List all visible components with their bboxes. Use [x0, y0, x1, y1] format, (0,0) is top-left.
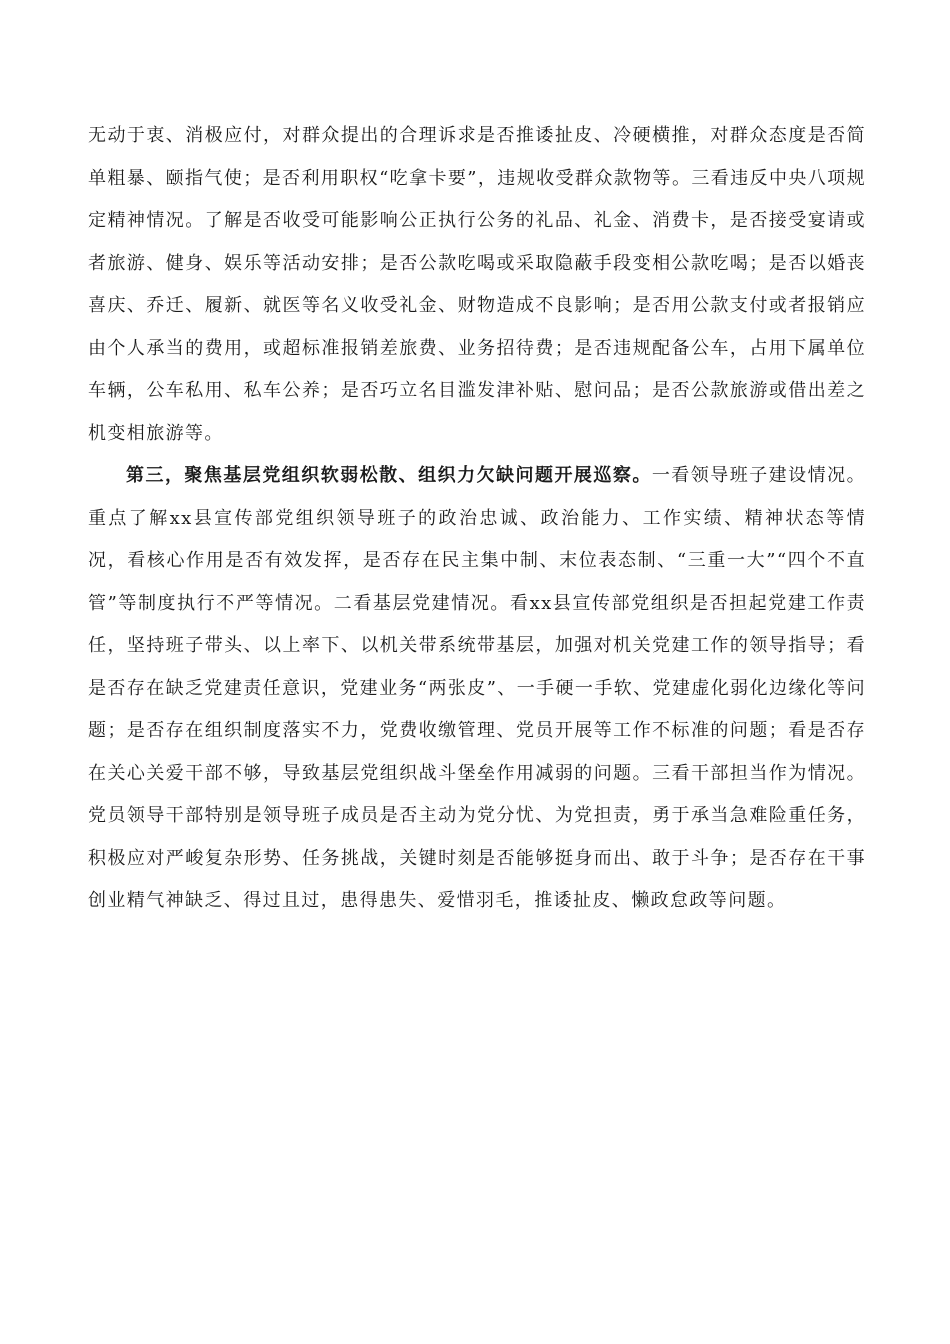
- paragraph-continuation: 无动于衷、消极应付，对群众提出的合理诉求是否推诿扯皮、冷硬横推，对群众态度是否简单粗暴、颐指气使；是否利用职权“吃拿卡要”，违规收受群众款物等。三看违反中央八项规定精神情况。了解是否收受可能影响公正执行公务的礼品、礼金、消费卡，是否接受宴请或者旅游、健身、娱乐等活动安排；是否公款吃喝或采取隐蔽手段变相公款吃喝；是否以婚丧喜庆、乔迁、履新、就医等名义收受礼金、财物造成不良影响；是否用公款支付或者报销应由个人承当的费用，或超标准报销差旅费、业务招待费；是否违规配备公车，占用下属单位车辆，公车私用、私车公养；是否巧立名目滥发津补贴、慰问品；是否公款旅游或借出差之机变相旅游等。: [88, 125, 866, 444]
- document-page: [88, 115, 866, 923]
- section-body: 一看领导班子建设情况。重点了解xx县宣传部党组织领导班子的政治忠诚、政治能力、工作实绩、精神状态等情况，看核心作用是否有效发挥，是否存在民主集中制、末位表态制、“三重一大”“四个不直管”等制度执行不严等情况。二看基层党建情况。看xx县宣传部党组织是否担起党建工作责任，坚持班子带头、以上率下、以机关带系统带基层，加强对机关党建工作的领导指导；看是否存在缺乏党建责任意识，党建业务“两张皮”、一手硬一手软、党建虚化弱化边缘化等问题；是否存在组织制度落实不力，党费收缴管理、党员开展等工作不标准的问题；看是否存在关心关爱干部不够，导致基层党组织战斗堡垒作用减弱的问题。三看干部担当作为情况。党员领导干部特别是领导班子成员是否主动为党分忧、为党担责，勇于承当急难险重任务，积极应对严峻复杂形势、任务挑战，关键时刻是否能够挺身而出、敢于斗争；是否存在干事创业精气神缺乏、得过且过，患得患失、爱惜羽毛，推诿扯皮、懒政怠政等问题。: [88, 465, 866, 911]
- paragraph-section-three: [88, 455, 866, 923]
- section-heading: 第三，聚焦基层党组织软弱松散、组织力欠缺问题开展巡察。: [126, 465, 652, 486]
